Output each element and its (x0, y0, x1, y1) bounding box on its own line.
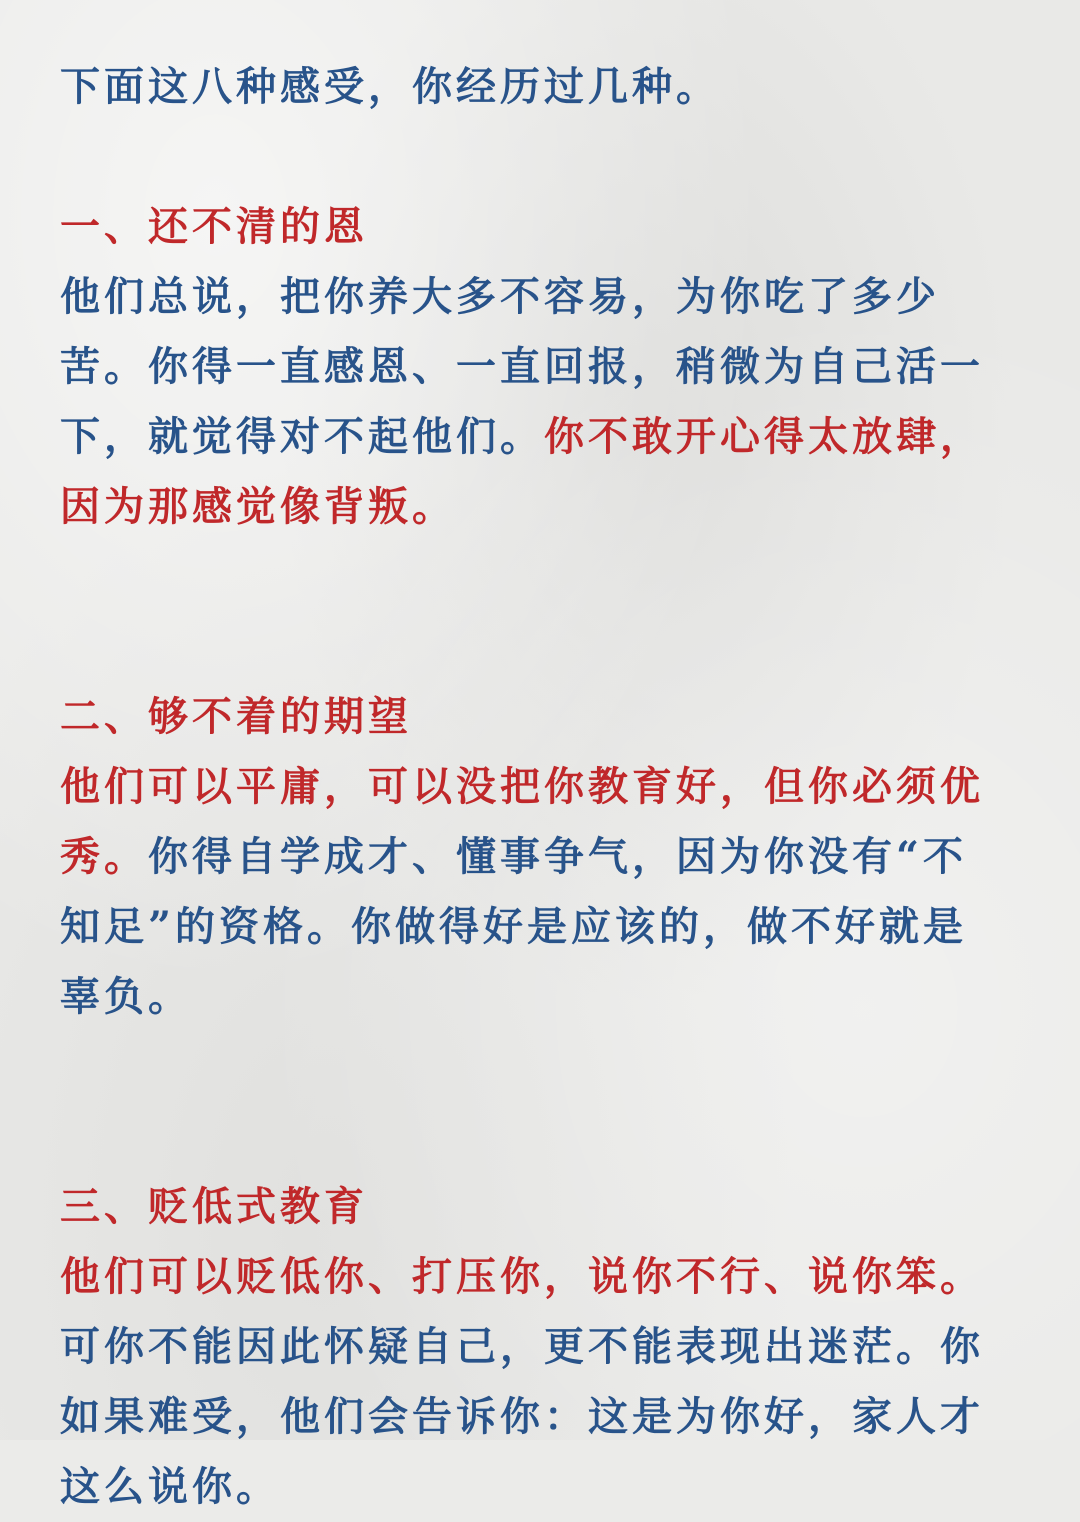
paragraph-line (60, 332, 1026, 402)
paragraph-line (60, 402, 1026, 472)
paragraph-line (60, 962, 1026, 1032)
highlight-run: 他们可以贬低你、打压你，说你不行、说你笨。 (60, 1253, 984, 1300)
text-run: 知足”的资格。你做得好是应该的，做不好就是 (60, 903, 968, 950)
section-heading: 二、够不着的期望 (60, 693, 412, 740)
spacer (60, 612, 1026, 682)
text-run: 苦。你得一直感恩、一直回报，稍微为自己活一 (60, 343, 984, 390)
text-run: 你得自学成才、懂事争气，因为你没有“不 (148, 833, 968, 880)
text-run: 下，就觉得对不起他们。 (60, 413, 544, 460)
highlight-run: 秀。 (60, 833, 148, 880)
paragraph-line (60, 1452, 1026, 1522)
paragraph-line (60, 892, 1026, 962)
paragraph-line (60, 472, 1026, 542)
section-heading: 一、还不清的恩 (60, 203, 368, 250)
intro-line: 下面这八种感受，你经历过几种。 (60, 63, 720, 110)
paragraph-line (60, 1382, 1026, 1452)
paragraph-line (60, 1312, 1026, 1382)
paragraph-line (60, 1242, 1026, 1312)
spacer (60, 122, 1026, 192)
section-1 (60, 192, 1026, 542)
section-heading: 三、贬低式教育 (60, 1183, 368, 1230)
spacer (60, 542, 1026, 612)
paragraph-line (60, 262, 1026, 332)
text-run: 他们总说，把你养大多不容易，为你吃了多少 (60, 273, 940, 320)
text-run: 如果难受，他们会告诉你：这是为你好，家人才 (60, 1393, 984, 1440)
paragraph-line (60, 822, 1026, 892)
spacer (60, 1102, 1026, 1172)
highlight-run: 你不敢开心得太放肆， (544, 413, 984, 460)
highlight-run: 因为那感觉像背叛。 (60, 483, 456, 530)
section-2 (60, 682, 1026, 1032)
section-3 (60, 1172, 1026, 1522)
paragraph-line (60, 752, 1026, 822)
article-body (60, 52, 1026, 1522)
text-run: 这么说你。 (60, 1463, 280, 1510)
text-run: 可你不能因此怀疑自己，更不能表现出迷茫。你 (60, 1323, 984, 1370)
text-run: 辜负。 (60, 973, 192, 1020)
spacer (60, 1032, 1026, 1102)
highlight-run: 他们可以平庸，可以没把你教育好，但你必须优 (60, 763, 984, 810)
